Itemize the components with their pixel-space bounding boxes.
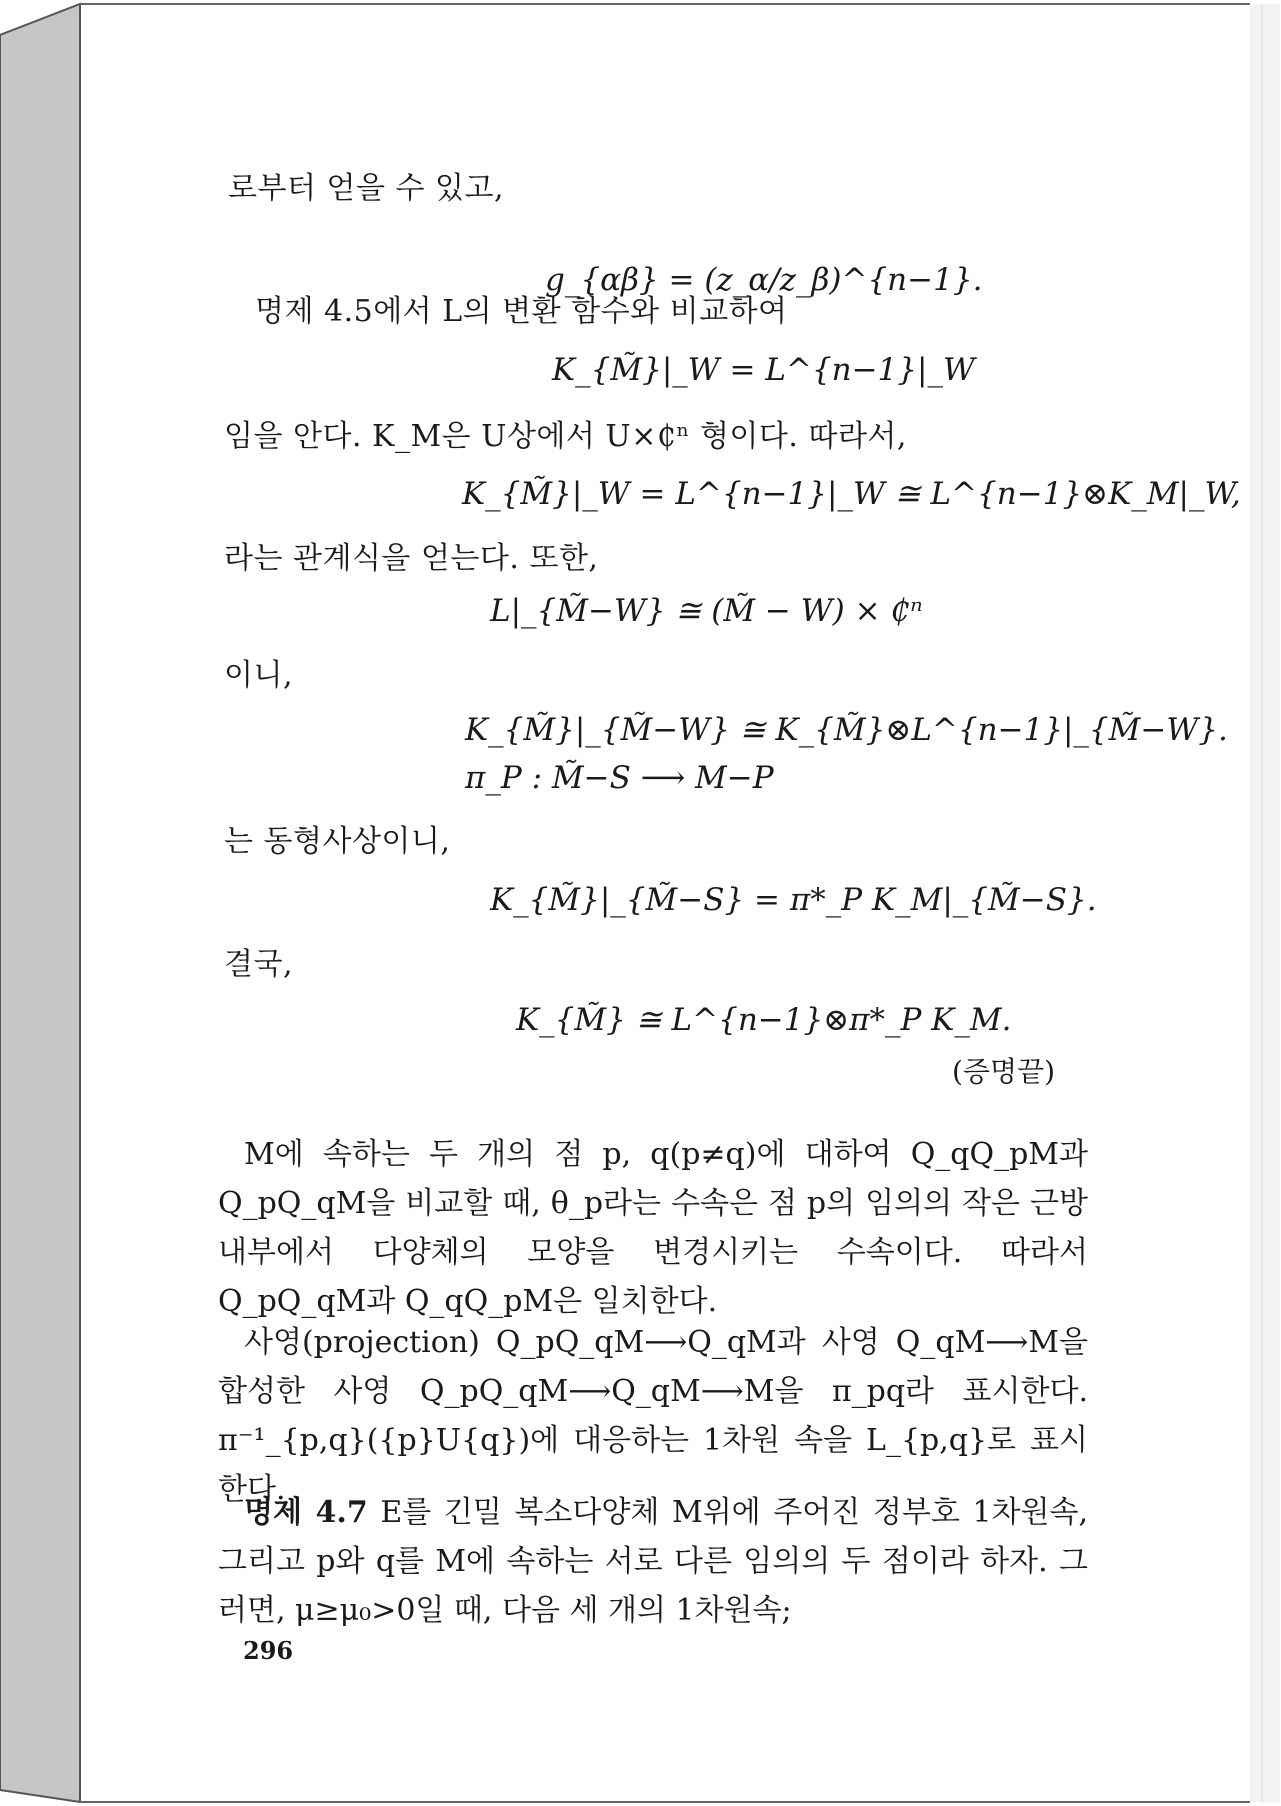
paragraph: M에 속하는 두 개의 점 p, q(p≠q)에 대하여 Q_qQ_pM과 Q_pQ_qM을 비교할 때, θ_p라는 수속은 점 p의 임의의 작은 근방 내부에서 다양체의 모양을 변경시키는 수속이다. 따라서 Q_pQ_qM과 Q_qQ_pM은 일치한다. bbox=[218, 1137, 1088, 1319]
proposition-label: 명제 4.7 bbox=[244, 1495, 368, 1530]
equation-canonical-isomorphism: K_{M̃}|_W = L^{n−1}|_W ≅ L^{n−1}⊗K_M|_W, bbox=[462, 476, 1241, 512]
equation-g-alpha-beta-text: g_{αβ} = (z_α/z_β)^{n−1}. bbox=[545, 262, 983, 298]
proposition-text: E를 긴밀 복소다양체 M위에 주어진 정부호 1차원속, 그리고 p와 q를 M에 속하는 서로 다른 임의의 두 점이라 하자. 그러면, μ≥μ₀>0일 때, 다음 세 개의 1차원속; bbox=[218, 1495, 1088, 1628]
text-line: 라는 관계식을 얻는다. 또한, bbox=[224, 541, 599, 576]
equation-canonical-restriction: K_{M̃}|_W = L^{n−1}|_W bbox=[552, 352, 975, 388]
paragraph: 사영(projection) Q_pQ_qM⟶Q_qM과 사영 Q_qM⟶M을 합성한 사영 Q_pQ_qM⟶Q_qM⟶M을 π_pq라 표시한다. π⁻¹_{p,q}({p}U{q})에 대응하는 1차원 속을 L_{p,q}로 표시한다. bbox=[218, 1325, 1088, 1507]
equation-L-restriction: L|_{M̃−W} ≅ (M̃ − W) × ₵ⁿ bbox=[490, 593, 923, 629]
qed-mark: (증명끝) bbox=[952, 1055, 1055, 1088]
equation-projection-map: π_P : M̃−S ⟶ M−P bbox=[465, 760, 774, 796]
page-number: 296 bbox=[243, 1636, 294, 1665]
text-line: 로부터 얻을 수 있고, bbox=[228, 171, 504, 206]
proposition bbox=[218, 1488, 1088, 1635]
text-line: 명제 4.5에서 L의 변환 함수와 비교하여 bbox=[255, 294, 788, 329]
text-line: 결국, bbox=[224, 947, 293, 982]
text-line: 이니, bbox=[224, 658, 293, 693]
equation-conclusion: K_{M̃} ≅ L^{n−1}⊗π*_P K_M. bbox=[516, 1002, 1012, 1038]
equation-pullback: K_{M̃}|_{M̃−S} = π*_P K_M|_{M̃−S}. bbox=[490, 882, 1097, 918]
equation-K-restriction: K_{M̃}|_{M̃−W} ≅ K_{M̃}⊗L^{n−1}|_{M̃−W}. bbox=[465, 712, 1228, 748]
text-line: 는 동형사상이니, bbox=[224, 824, 451, 859]
text-line: 임을 안다. K_M은 U상에서 U×₵ⁿ 형이다. 따라서, bbox=[224, 419, 907, 454]
